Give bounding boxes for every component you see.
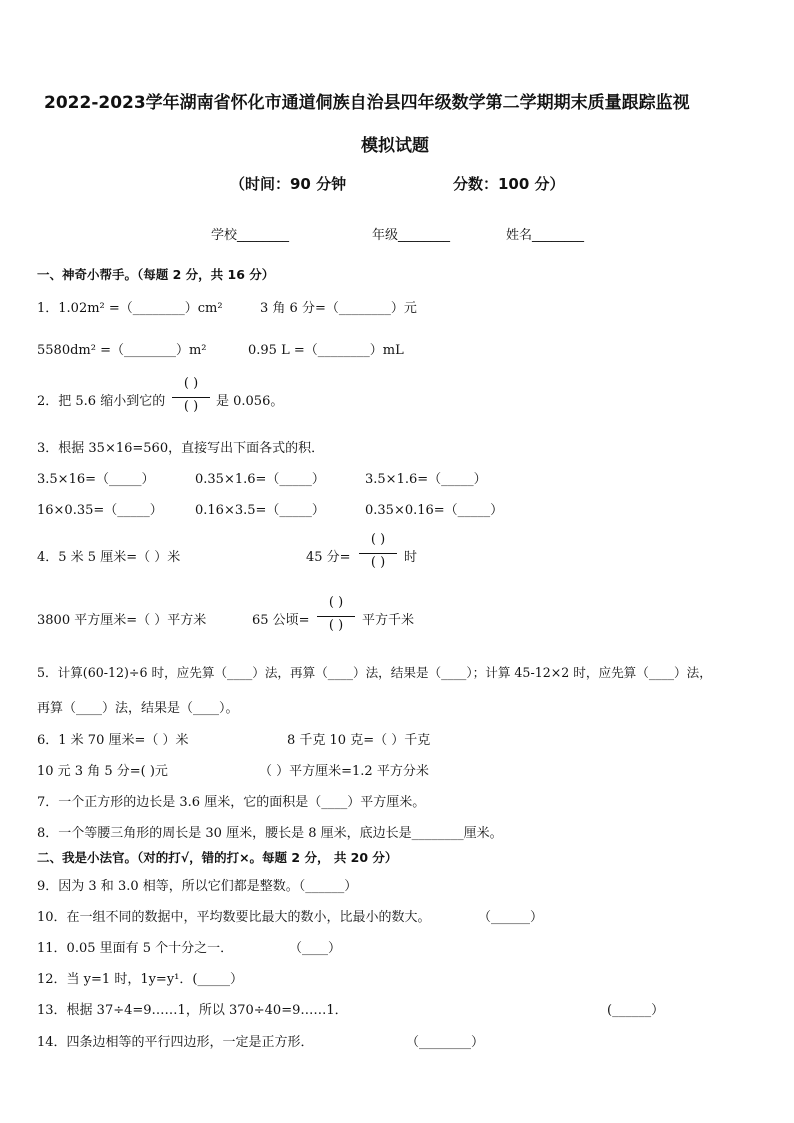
q10-text: 10．在一组不同的数据中，平均数要比最大的数小，比最小的数大。 xyxy=(37,910,431,925)
q3-item: 0.35×0.16=（_____） xyxy=(365,503,504,518)
fraction-numerator: ( ) xyxy=(328,595,344,610)
q11-text: 11．0.05 里面有 5 个十分之一． xyxy=(37,941,234,956)
q4-fraction-hours xyxy=(355,530,401,576)
q6-part-a: 6．1 米 70 厘米=（ ）米 xyxy=(37,733,189,748)
q14-text: 14．四条边相等的平行四边形，一定是正方形． xyxy=(37,1035,314,1050)
fraction-denominator: ( ) xyxy=(370,555,386,570)
q6-part-b: 8 千克 10 克=（ ）千克 xyxy=(287,733,431,748)
q2-text-b: 是 0.056。 xyxy=(216,394,284,409)
q3-item: 0.35×1.6=（_____） xyxy=(195,472,325,487)
q3-item: 0.16×3.5=（_____） xyxy=(195,503,325,518)
fraction-numerator: ( ) xyxy=(370,532,386,547)
q13-answer-blank: (______） xyxy=(607,1003,665,1018)
section2-heading: 二、我是小法官。（对的打√，错的打×。每题 2 分， 共 20 分） xyxy=(37,850,398,865)
exam-score: 分数：100 分） xyxy=(453,175,565,193)
q1-part-d: 0.95 L =（________）mL xyxy=(248,343,404,358)
q4-part-f: 平方千米 xyxy=(362,613,415,628)
q9-text: 9．因为 3 和 3.0 相等，所以它们都是整数。（______） xyxy=(37,879,358,894)
q4-fraction-km2 xyxy=(313,593,359,639)
grade-field: 年级________ xyxy=(372,228,451,243)
q6-part-c: 10 元 3 角 5 分=( )元 xyxy=(37,764,168,779)
q13-text: 13．根据 37÷4=9……1，所以 370÷40=9……1． xyxy=(37,1003,348,1018)
q11-answer-blank: （____） xyxy=(289,941,342,956)
q1-part-c: 5580dm² =（________）m² xyxy=(37,343,207,358)
q7-text: 7．一个正方形的边长是 3.6 厘米，它的面积是（____）平方厘米。 xyxy=(37,795,426,810)
fraction-bar xyxy=(317,616,355,617)
page-title-line1: 2022-2023学年湖南省怀化市通道侗族自治县四年级数学第二学期期末质量跟踪监视 xyxy=(44,93,690,113)
fraction-numerator: ( ) xyxy=(183,376,199,391)
q1-part-b: 3 角 6 分=（________）元 xyxy=(260,301,417,316)
q3-item: 3.5×1.6=（_____） xyxy=(365,472,487,487)
q3-text: 3．根据 35×16=560，直接写出下面各式的积． xyxy=(37,441,325,456)
q12-text: 12．当 y=1 时，1y=y¹．(_____） xyxy=(37,972,243,987)
q1-part-a: 1．1.02m² =（________）cm² xyxy=(37,301,223,316)
q5-line1: 5．计算(60-12)÷6 时，应先算（____）法，再算（____）法，结果是（____）；计算 45-12×2 时，应先算（____）法， xyxy=(37,665,712,680)
section1-heading: 一、神奇小帮手。（每题 2 分，共 16 分） xyxy=(37,267,275,282)
q14-answer-blank: （________） xyxy=(406,1035,485,1050)
q2-fraction xyxy=(168,374,214,420)
q2-text-a: 2．把 5.6 缩小到它的 xyxy=(37,394,166,409)
q8-text: 8．一个等腰三角形的周长是 30 厘米，腰长是 8 厘米，底边长是________厘米。 xyxy=(37,826,503,841)
q3-item: 16×0.35=（_____） xyxy=(37,503,163,518)
fraction-bar xyxy=(359,553,397,554)
fraction-denominator: ( ) xyxy=(328,618,344,633)
q4-part-b: 45 分= xyxy=(306,550,351,565)
q4-part-e: 65 公顷= xyxy=(252,613,310,628)
fraction-bar xyxy=(172,397,210,398)
q3-item: 3.5×16=（_____） xyxy=(37,472,155,487)
school-field: 学校________ xyxy=(211,228,290,243)
name-field: 姓名________ xyxy=(506,228,585,243)
q4-part-c: 时 xyxy=(404,550,418,565)
fraction-denominator: ( ) xyxy=(183,399,199,414)
q5-line2: 再算（____）法，结果是（____）。 xyxy=(37,701,239,716)
page-title-line2: 模拟试题 xyxy=(361,136,429,156)
exam-time: （时间：90 分钟 xyxy=(230,175,347,193)
q4-part-a: 4．5 米 5 厘米=（ ）米 xyxy=(37,550,181,565)
q4-part-d: 3800 平方厘米=（ ）平方米 xyxy=(37,613,207,628)
q10-answer-blank: （______） xyxy=(478,910,544,925)
q6-part-d: （ ）平方厘米=1.2 平方分米 xyxy=(259,764,429,779)
